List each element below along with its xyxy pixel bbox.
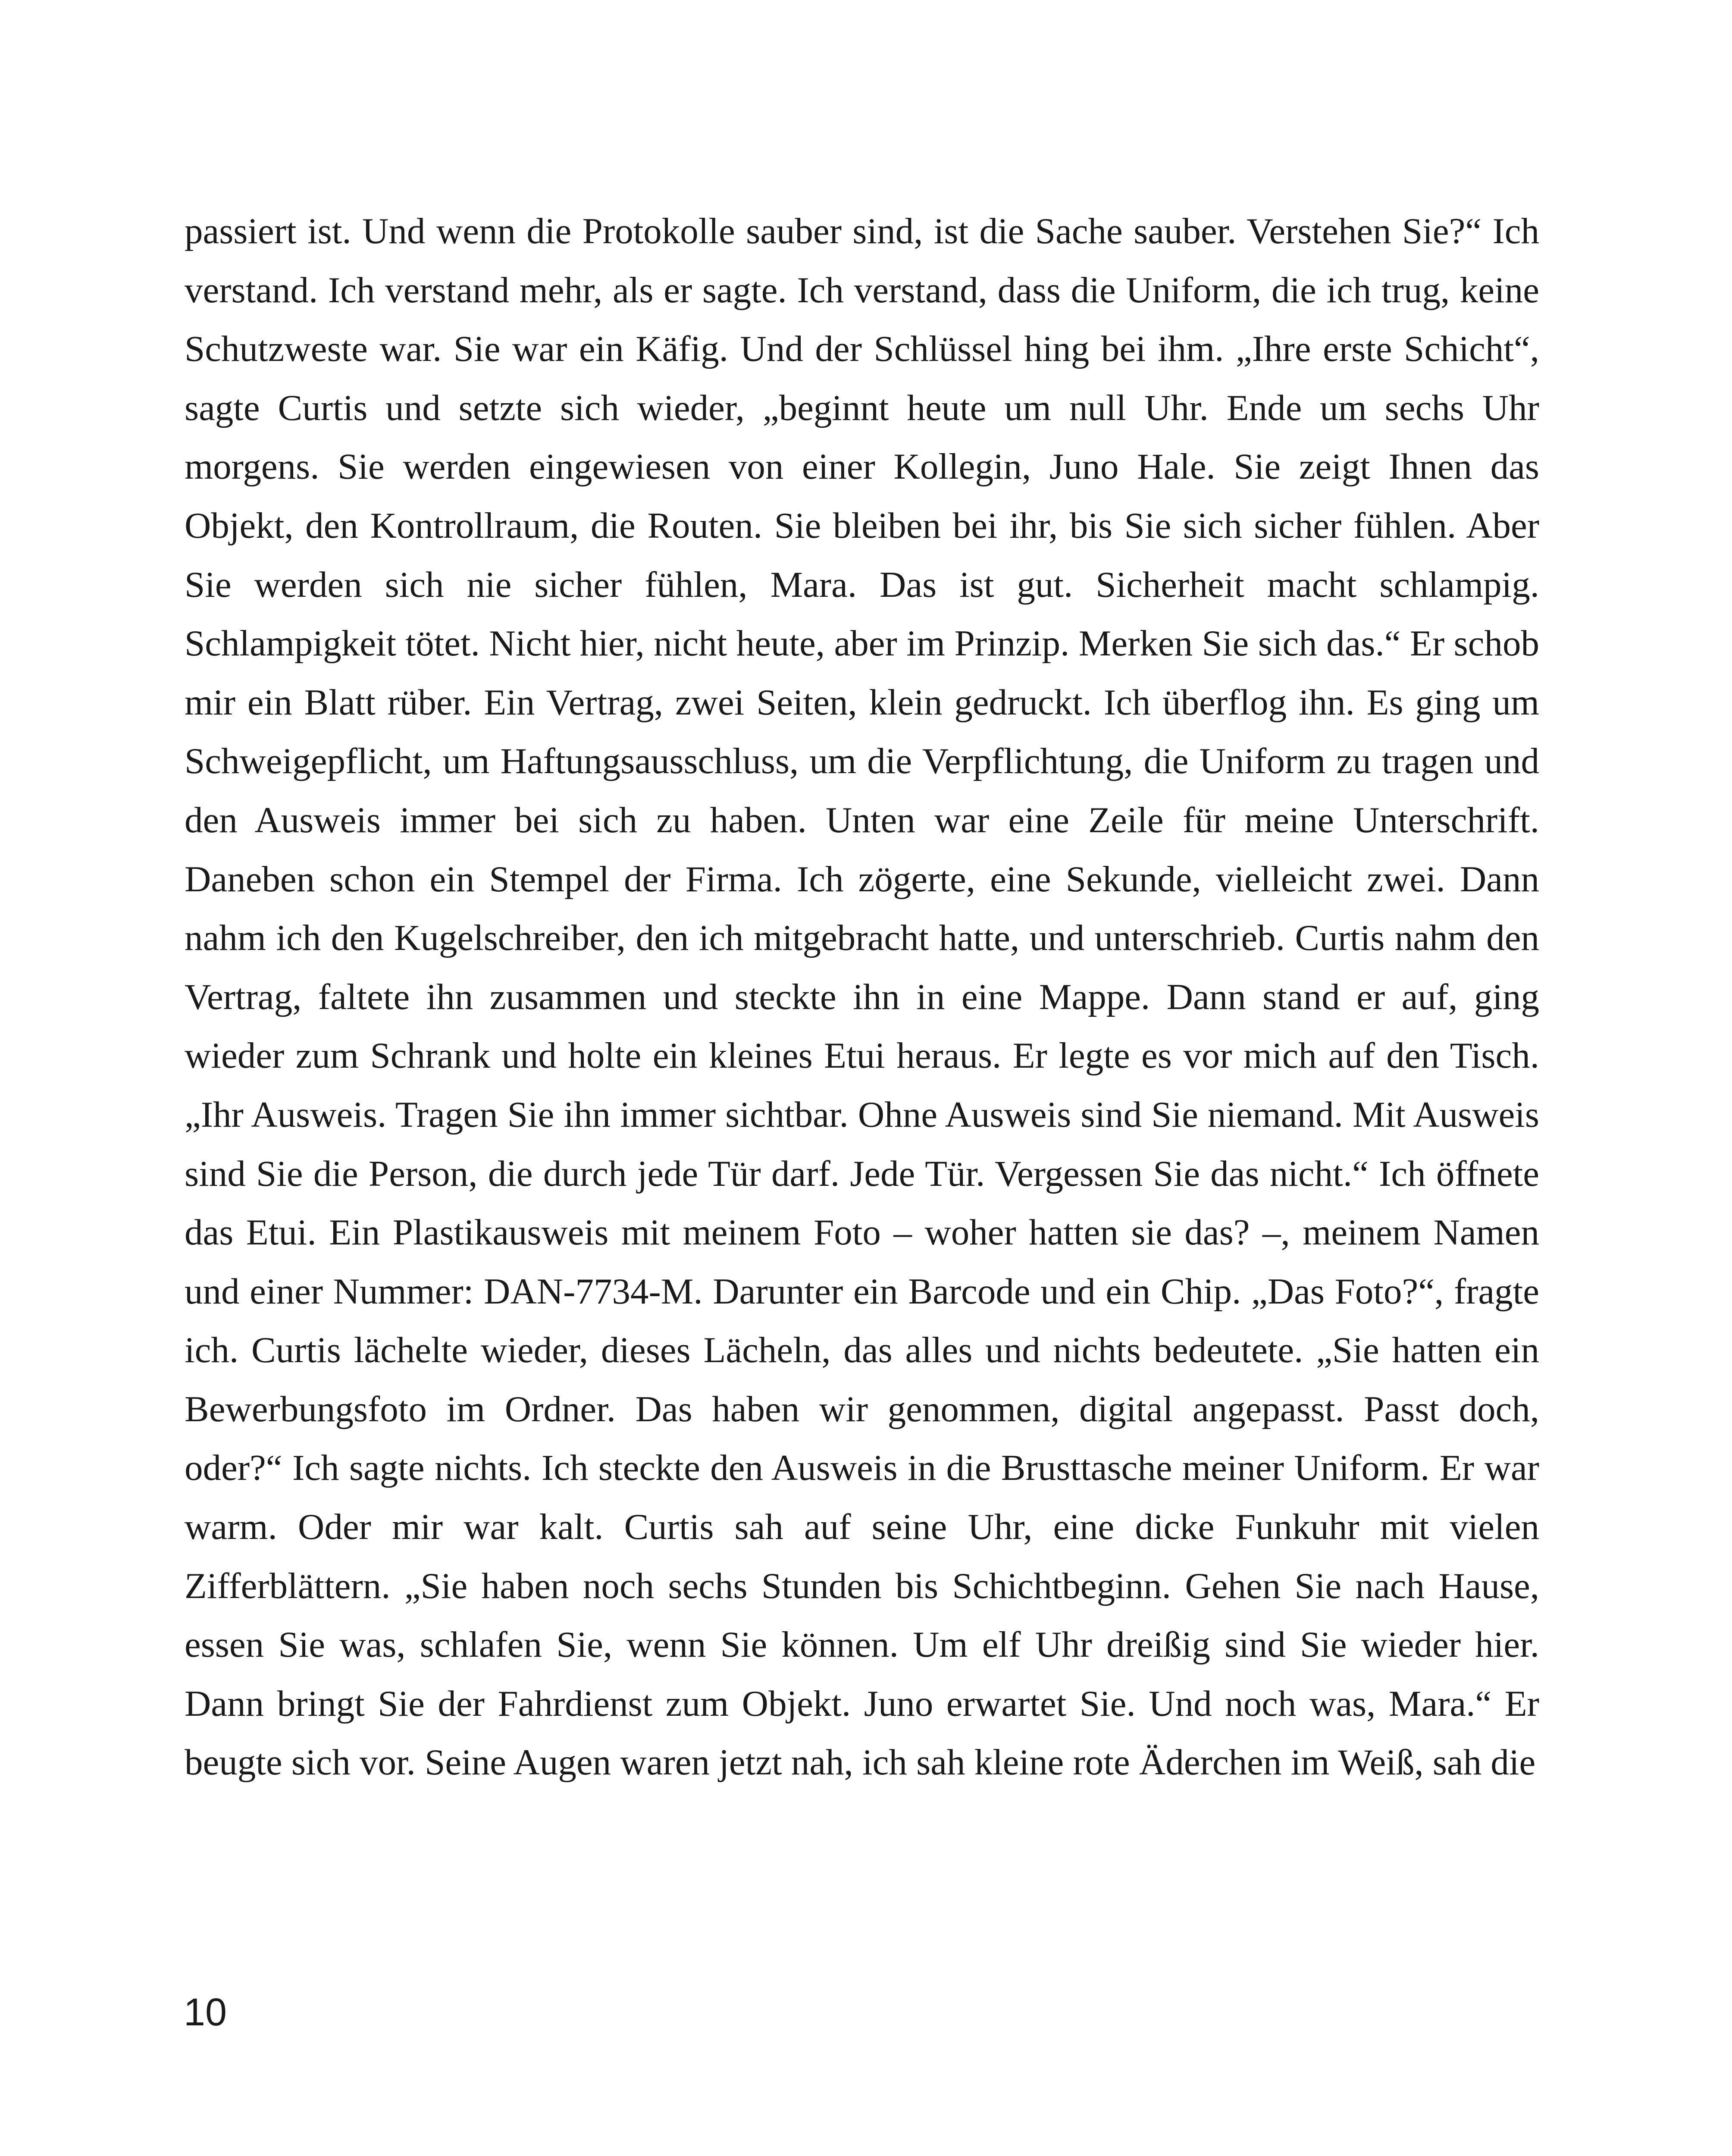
body-text: passiert ist. Und wenn die Protokolle sauber sind, ist die Sache sauber. Verstehen Sie?“ Ich verstand. Ich verstand mehr, als er sagte. Ich verstand, dass die Uniform, die ich trug, keine Schutzweste war. Sie war ein Käfig. Und der Schlüssel hing bei ihm. „Ihre erste Schicht“, sagte Curtis und setzte sich wieder, „beginnt heute um null Uhr. Ende um sechs Uhr morgens. Sie werden eingewiesen von einer Kollegin, Juno Hale. Sie zeigt Ihnen das Objekt, den Kontrollraum, die Routen. Sie bleiben bei ihr, bis Sie sich sicher fühlen. Aber Sie werden sich nie sicher fühlen, Mara. Das ist gut. Sicherheit macht schlampig. Schlampigkeit tötet. Nicht hier, nicht heute, aber im Prinzip. Merken Sie sich das.“ Er schob mir ein Blatt rüber. Ein Vertrag, zwei Seiten, klein gedruckt. Ich überflog ihn. Es ging um Schweigepflicht, um Haftungsausschluss, um die Verpflichtung, die Uniform zu tragen und den Ausweis immer bei sich zu haben. Unten war eine Zeile für meine Unterschrift. Daneben schon ein Stempel der Firma. Ich zögerte, eine Sekunde, vielleicht zwei. Dann nahm ich den Kugelschreiber, den ich mitgebracht hatte, und unterschrieb. Curtis nahm den Vertrag, faltete ihn zusammen und steckte ihn in eine Mappe. Dann stand er auf, ging wieder zum Schrank und holte ein kleines Etui heraus. Er legte es vor mich auf den Tisch. „Ihr Ausweis. Tragen Sie ihn immer sichtbar. Ohne Ausweis sind Sie niemand. Mit Ausweis sind Sie die Person, die durch jede Tür darf. Jede Tür. Vergessen Sie das nicht.“ Ich öffnete das Etui. Ein Plastikausweis mit meinem Foto – woher hatten sie das? –, meinem Namen und einer Nummer: DAN-7734-M. Darunter ein Barcode und ein Chip. „Das Foto?“, fragte ich. Curtis lächelte wieder, dieses Lächeln, das alles und nichts bedeutete. „Sie hatten ein Bewerbungsfoto im Ordner. Das haben wir genommen, digital angepasst. Passt doch, oder?“ Ich sagte nichts. Ich steckte den Ausweis in die Brusttasche meiner Uniform. Er war warm. Oder mir war kalt. Curtis sah auf seine Uhr, eine dicke Funkuhr mit vielen Zifferblättern. „Sie haben noch sechs Stunden bis Schichtbeginn. Gehen Sie nach Hause, essen Sie was, schlafen Sie, wenn Sie können. Um elf Uhr dreißig sind Sie wieder hier. Dann bringt Sie der Fahrdienst zum Objekt. Juno erwartet Sie. Und noch was, Mara.“ Er beugte sich vor. Seine Augen waren jetzt nah, ich sah kleine rote Äderchen im Weiß, sah die — [185, 211, 1539, 1783]
page-number: 10 — [184, 1991, 227, 2034]
